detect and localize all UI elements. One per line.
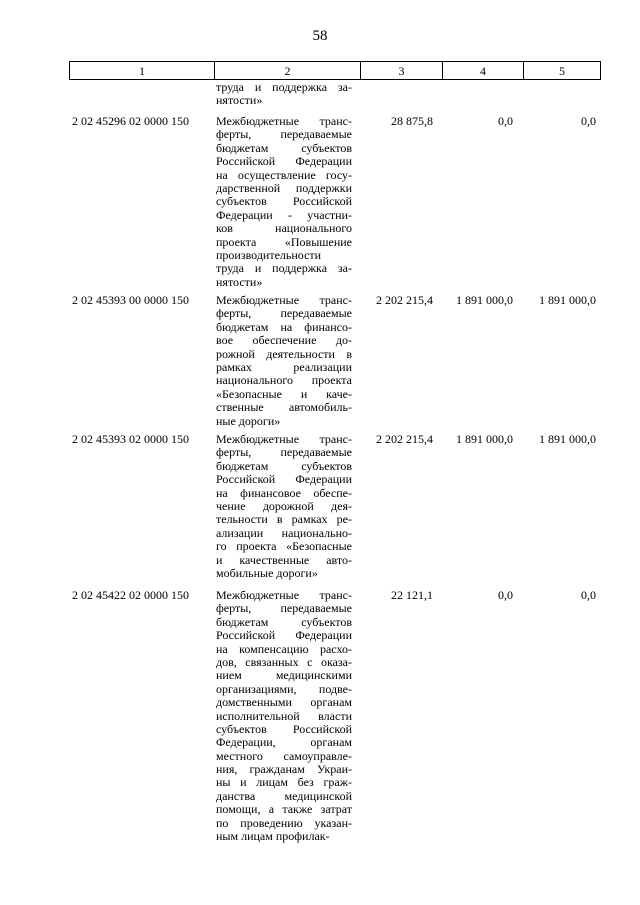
column-header-1: 1 <box>70 62 215 80</box>
name-line: труда и поддержка за- <box>216 261 352 276</box>
name-line: национального проекта <box>216 373 352 388</box>
budget-code: 2 02 45296 02 0000 150 <box>72 114 189 128</box>
name-line: домственными органам <box>216 695 352 710</box>
name-line: Российской Федерации <box>216 628 352 643</box>
amount-col-5: 1 891 000,0 <box>539 432 596 446</box>
name-line: ферты, передаваемые <box>216 306 352 321</box>
column-header-5: 5 <box>524 62 601 80</box>
name-line: субъектов Российской <box>216 721 352 736</box>
name-line: местного самоуправле- <box>216 748 352 763</box>
name-line: Федерации, органам <box>216 735 352 750</box>
name-line: го проекта «Безопасные <box>216 539 352 554</box>
page-number: 58 <box>312 28 328 44</box>
name-line: Межбюджетные транс- <box>216 432 352 446</box>
name-line: помощи, а также затрат <box>216 802 352 817</box>
amount-col-4: 0,0 <box>498 114 513 128</box>
amount-col-3: 2 202 215,4 <box>376 432 433 446</box>
amount-col-5: 1 891 000,0 <box>539 293 596 307</box>
name-line: организациями, подве- <box>216 681 352 696</box>
amount-col-4: 0,0 <box>498 588 513 602</box>
name-line: на компенсацию расхо- <box>216 641 352 656</box>
name-line: по проведению указан- <box>216 815 352 830</box>
name-line: и качественные авто- <box>216 552 352 567</box>
name-line: ным лицам профилак- <box>216 829 330 844</box>
name-line: бюджетам субъектов <box>216 614 352 629</box>
name-line: Российской Федерации <box>216 472 352 487</box>
amount-col-3: 28 875,8 <box>391 114 433 128</box>
name-line: ные дороги» <box>216 413 281 428</box>
amount-col-5: 0,0 <box>581 588 596 602</box>
name-line: бюджетам субъектов <box>216 458 352 473</box>
budget-code: 2 02 45393 02 0000 150 <box>72 432 189 446</box>
name-line: ственные автомобиль- <box>216 400 352 415</box>
amount-col-4: 1 891 000,0 <box>456 432 513 446</box>
name-line: вое обеспечение до- <box>216 333 352 348</box>
name-line: дов, связанных с оказа- <box>216 654 352 669</box>
name-line: нятости» <box>216 274 263 289</box>
budget-item-name <box>216 294 352 428</box>
name-line: данства медицинской <box>216 788 352 803</box>
name-line: рожной деятельности в <box>216 346 352 361</box>
name-line: ферты, передаваемые <box>216 601 352 616</box>
name-line: Межбюджетные транс- <box>216 293 352 307</box>
name-line: Межбюджетные транс- <box>216 114 352 128</box>
name-line: ны и лицам без граж- <box>216 775 352 790</box>
budget-item-name <box>216 589 352 843</box>
name-line: производительности <box>216 247 322 262</box>
column-header-table <box>69 61 601 80</box>
name-line: исполнительной власти <box>216 708 352 723</box>
name-line: Межбюджетные транс- <box>216 588 352 602</box>
budget-item-name <box>216 115 352 289</box>
name-line: бюджетам субъектов <box>216 140 352 155</box>
name-line: «Безопасные и каче- <box>216 386 352 401</box>
budget-code: 2 02 45422 02 0000 150 <box>72 588 189 602</box>
name-line: чение дорожной дея- <box>216 498 352 513</box>
name-line: труда и поддержка за- <box>216 80 352 94</box>
budget-code: 2 02 45393 00 0000 150 <box>72 293 189 307</box>
budget-item-name <box>216 433 352 580</box>
name-line: ков национального <box>216 221 352 236</box>
amount-col-5: 0,0 <box>581 114 596 128</box>
name-line: ализации национально- <box>216 525 352 540</box>
name-line: бюджетам на финансо- <box>216 319 352 334</box>
amount-col-4: 1 891 000,0 <box>456 293 513 307</box>
name-line: нятости» <box>216 93 263 108</box>
name-line: Федерации - участни- <box>216 207 352 222</box>
column-header-3: 3 <box>361 62 443 80</box>
name-line: мобильные дороги» <box>216 565 318 580</box>
name-line: проекта «Повышение <box>216 234 352 249</box>
continuation-name <box>216 81 352 108</box>
name-line: нием медицинскими <box>216 668 352 683</box>
name-line: тельности в рамках ре- <box>216 512 352 527</box>
amount-col-3: 2 202 215,4 <box>376 293 433 307</box>
name-line: ферты, передаваемые <box>216 127 352 142</box>
name-line: рамках реализации <box>216 359 352 374</box>
name-line: на осуществление госу- <box>216 167 352 182</box>
name-line: дарственной поддержки <box>216 180 352 195</box>
name-line: Российской Федерации <box>216 154 352 169</box>
column-header-4: 4 <box>443 62 524 80</box>
amount-col-3: 22 121,1 <box>391 588 433 602</box>
name-line: ния, гражданам Украи- <box>216 762 352 777</box>
column-header-2: 2 <box>215 62 361 80</box>
name-line: субъектов Российской <box>216 194 352 209</box>
name-line: на финансовое обеспе- <box>216 485 352 500</box>
name-line: ферты, передаваемые <box>216 445 352 460</box>
